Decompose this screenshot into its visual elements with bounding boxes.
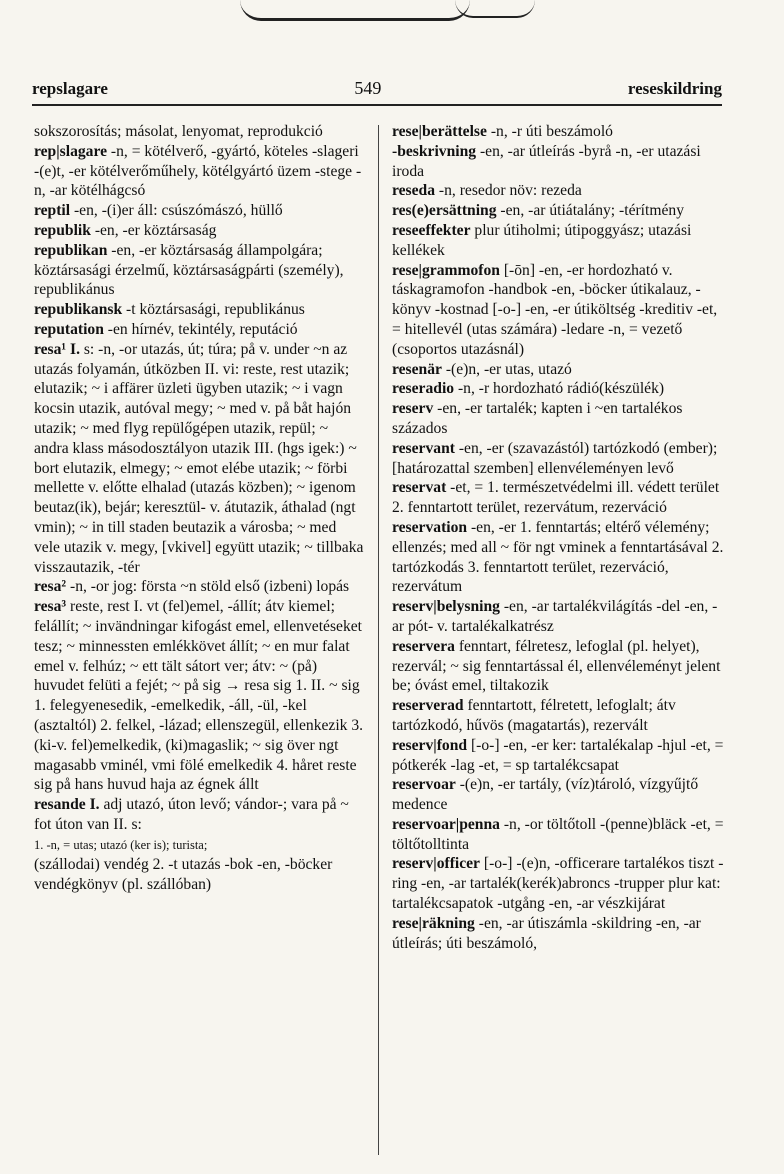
dictionary-entry — [34, 835, 366, 856]
entry-definition: -en, -er köztársaság — [90, 221, 217, 239]
entry-definition: -en, -ar útiszámla -skildring -en, -ar útleírás; úti beszámoló, — [392, 914, 701, 952]
entry-definition: -et, = 1. természetvédelmi ill. védett terület 2. fenntartott terület, rezervátum, rezerváció — [392, 479, 720, 517]
dictionary-entry — [34, 597, 366, 795]
entry-headword: rep|slagare — [34, 142, 108, 160]
left-column — [34, 122, 366, 895]
entry-headword: reservation — [392, 518, 468, 536]
entry-headword: republikansk — [34, 301, 123, 319]
entry-definition: -n, -or töltőtoll -(penne)bläck -et, = töltőtolltinta — [392, 815, 724, 853]
dictionary-entry — [392, 360, 724, 380]
entry-definition: -n, -r hordozható rádió(készülék) — [454, 380, 665, 398]
dictionary-entry — [392, 261, 724, 360]
entry-headword: -beskrivning — [392, 142, 477, 160]
entry-definition: fenntartott, félretett, lefoglalt; átv tartózkodó, hűvös (magatartás), rezervált — [392, 697, 676, 734]
entry-headword: reserv|officer — [392, 855, 480, 873]
entry-definition: -en, -er (szavazástól) tartózkodó (ember); [határozattal szemben] ellenvéleményen levő — [392, 439, 718, 477]
entry-definition: [-ōn] -en, -er hordozható v. táskagramofon -handbok -en, -böcker útikalauz, -könyv -kostnad [-o-] -en, -er útiköltség -kreditiv -et, = hitellevél (utas számára) -ledare -n, = vezető (csoportos utazásnál) — [392, 261, 718, 358]
dictionary-entry — [34, 795, 366, 835]
entry-headword: reptil — [34, 202, 71, 220]
entry-headword: resenär — [392, 360, 442, 378]
entry-definition: -t köztársasági, republikánus — [122, 301, 305, 319]
entry-definition: -en, -er köztársaság állampolgára; köztársasági érzelmű, köztársaságpárti (személy), republikánus — [34, 241, 344, 299]
dictionary-entry — [34, 320, 366, 340]
entry-definition: plur útiholmi; útipoggyász; utazási kellékek — [392, 221, 692, 259]
entry-definition: -n, = kötélverő, -gyártó, köteles -slageri -(e)t, -er kötélverőműhely, kötélgyártó üzem -stege -n, -ar kötélhágcsó — [34, 142, 362, 200]
entry-definition: 1. -n, = utas; utazó (ker is); turista; — [34, 837, 208, 852]
entry-headword: reserverad — [392, 697, 464, 715]
entry-definition: -en, -(i)er áll: csúszómászó, hüllő — [70, 202, 283, 220]
scan-edge-mark — [455, 0, 535, 18]
entry-headword: reserv|belysning — [392, 598, 500, 616]
entry-headword: resande I. — [34, 796, 100, 814]
dictionary-entry — [392, 914, 724, 954]
dictionary-entry — [34, 855, 366, 895]
entry-headword: reservat — [392, 479, 447, 497]
entry-headword: rese|räkning — [392, 914, 475, 932]
column-divider — [378, 125, 379, 1155]
dictionary-entry — [34, 300, 366, 320]
entry-definition: -(e)n, -er tartály, (víz)tároló, vízgyűjtő medence — [392, 776, 699, 814]
entry-definition: -en, -er 1. fenntartás; eltérő vélemény; ellenzés; med all ~ för ngt vminek a fenntartásával 2. tartózkodás 3. fenntartott terület, rezerváció, rezervátum — [392, 518, 724, 596]
entry-headword: reserv|fond — [392, 736, 468, 754]
dictionary-entry — [392, 399, 724, 439]
entry-definition: -en, -er tartalék; kapten i ~en tartalékos százados — [392, 400, 683, 437]
entry-headword: reseeffekter — [392, 221, 471, 239]
left-guide-word: repslagare — [32, 79, 108, 98]
entry-headword: reservera — [392, 637, 455, 655]
dictionary-entry — [34, 221, 366, 241]
entry-headword: resa³ — [34, 598, 67, 616]
entry-definition: adj utazó, úton levő; vándor-; vara på ~ fot úton van II. s: — [34, 796, 349, 833]
dictionary-entry — [392, 201, 724, 221]
entry-definition: fenntart, félretesz, lefoglal (pl. helyet), rezervál; ~ sig fenntartással él, ellenvéleményt jelent be; óvást emel, tiltakozik — [392, 637, 721, 695]
dictionary-entry — [392, 597, 724, 637]
entry-definition: -en, -ar útiátalány; -térítmény — [496, 202, 684, 220]
dictionary-entry — [392, 122, 724, 142]
dictionary-entry — [392, 815, 724, 855]
entry-definition: [-o-] -(e)n, -officerare tartalékos tiszt -ring -en, -ar tartalék(kerék)abroncs -trupper plur kat: tartalékcsapatok -utgång -en, -ar vészkijárat — [392, 855, 724, 913]
entry-headword: reservoar|penna — [392, 815, 500, 833]
dictionary-entry — [392, 854, 724, 913]
right-guide-word: reseskildring — [627, 79, 722, 98]
entry-definition: reste, rest I. vt (fel)emel, -állít; átv kiemel; felállít; ~ invändningar kifogást emel, ellenvetéseket tesz; ~ minnessten emlékkövet állít; ~ en mur falat emel v. felhúz; ~ ett tält sátort ver; átv: ~ (på) huvudet felüti a fejét; ~ på sig → resa sig 1. II. ~ sig 1. felegyenesedik, -emelkedik, -áll, -ül, -kel (asztaltól) 2. felkel, -lázad; ellenszegül, ellenkezik 3. (ki-v. fel)emelkedik, (ki)magaslik; ~ sig över ngt magasabb vminél, vmi fölé emelkedik 4. håret reste sig på hans huvud haja az égnek állt — [34, 598, 364, 794]
entry-headword: reseradio — [392, 380, 455, 398]
right-column — [392, 122, 724, 953]
entry-definition: -(e)n, -er utas, utazó — [441, 360, 572, 378]
page-number: 549 — [354, 78, 382, 98]
entry-headword: reservant — [392, 439, 455, 457]
entry-headword: reputation — [34, 320, 104, 338]
entry-definition: sokszorosítás; másolat, lenyomat, reprodukció — [34, 123, 323, 140]
entry-definition: -n, -or jog: första ~n stöld első (izbeni) lopás — [66, 578, 350, 596]
dictionary-entry — [392, 637, 724, 696]
dictionary-entry — [392, 775, 724, 815]
dictionary-entry — [34, 142, 366, 201]
entry-definition: -n, resedor növ: rezeda — [435, 182, 582, 200]
dictionary-entry — [34, 122, 366, 142]
dictionary-entry — [392, 518, 724, 597]
entry-definition: (szállodai) vendég 2. -t utazás -bok -en, -böcker vendégkönyv (pl. szállóban) — [34, 856, 333, 894]
entry-headword: republikan — [34, 241, 108, 259]
entry-definition: -en hírnév, tekintély, reputáció — [103, 320, 298, 338]
entry-headword: rese|berättelse — [392, 123, 487, 140]
dictionary-entry — [392, 478, 724, 518]
dictionary-entry — [392, 736, 724, 776]
entry-headword: republik — [34, 221, 91, 239]
entry-headword: rese|grammofon — [392, 261, 500, 279]
entry-headword: res(e)ersättning — [392, 202, 497, 220]
dictionary-entry — [392, 379, 724, 399]
header-rule — [32, 104, 722, 106]
dictionary-entry — [392, 181, 724, 201]
dictionary-entry — [34, 340, 366, 578]
dictionary-entry — [34, 241, 366, 300]
entry-headword: reservoar — [392, 776, 456, 794]
dictionary-entry — [34, 201, 366, 221]
entry-headword: reseda — [392, 182, 436, 200]
entry-headword: resa² — [34, 578, 67, 596]
entry-definition: [-o-] -en, -er ker: tartalékalap -hjul -et, = pótkerék -lag -et, = sp tartalékcsapat — [392, 736, 724, 774]
entry-definition: -n, -r úti beszámoló — [486, 123, 613, 140]
entry-headword: reserv — [392, 400, 434, 418]
scan-edge-mark — [240, 0, 470, 21]
entry-headword: resa¹ I. — [34, 340, 80, 358]
entry-definition: s: -n, -or utazás, út; túra; på v. under ~n az utazás folyamán, útközben II. vi: reste, rest utazik; elutazik; ~ i affärer üzleti ügyben utazik; ~ i vagn kocsin utazik, autóval megy; ~ med v. på båt hajón utazik; ~ med flyg repülőgépen utazik, repül; ~ andra klass másodosztályon utazik III. (hgs igek:) ~ bort elutazik, elmegy; ~ emot elébe utazik; ~ förbi mellette v. előtte elhalad (utazás közben); ~ igenom beutaz(ik), bejár; keresztül- v. átutazik, áthalad (ngt vmin); ~ in till staden beutazik a városba; ~ med vele utazik v. megy, [vkivel] együtt utazik; ~ tillbaka visszautazik, -tér — [34, 340, 364, 576]
entry-definition: -en, -ar útleírás -byrå -n, -er utazási iroda — [392, 142, 701, 180]
dictionary-entry — [392, 439, 724, 479]
dictionary-entry — [392, 696, 724, 736]
dictionary-entry — [34, 577, 366, 597]
entry-definition: -en, -ar tartalékvilágítás -del -en, -ar pót- v. tartalékalkatrész — [392, 598, 718, 635]
dictionary-entry — [392, 221, 724, 261]
page-header — [32, 78, 722, 102]
dictionary-entry — [392, 142, 724, 182]
